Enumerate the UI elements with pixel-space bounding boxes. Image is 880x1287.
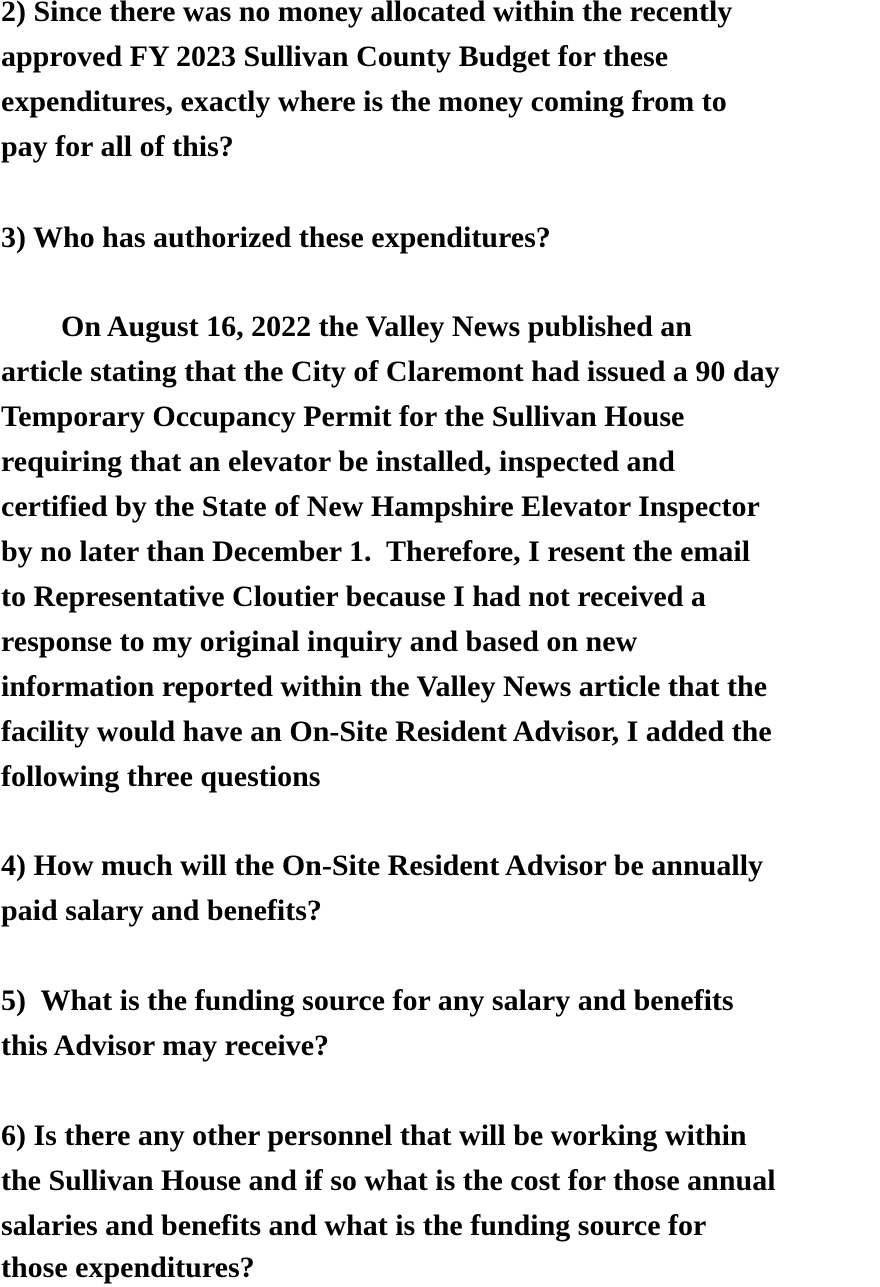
text-line: those expenditures? [1, 1251, 255, 1284]
text-line: pay for all of this? [1, 130, 234, 163]
text-line: Temporary Occupancy Permit for the Sullivan House [1, 400, 685, 433]
text-line: 6) Is there any other personnel that will be working within [1, 1119, 747, 1152]
text-line: salaries and benefits and what is the funding source for [1, 1209, 707, 1242]
text-line: by no later than December 1. Therefore, I resent the email [1, 535, 751, 568]
text-line: certified by the State of New Hampshire Elevator Inspector [1, 490, 760, 523]
text-line: article stating that the City of Claremont had issued a 90 day [1, 355, 780, 388]
text-line: approved FY 2023 Sullivan County Budget for these [1, 40, 669, 73]
text-line: paid salary and benefits? [1, 894, 322, 927]
text-line: the Sullivan House and if so what is the cost for those annual [1, 1164, 776, 1197]
text-line: expenditures, exactly where is the money coming from to [1, 85, 727, 118]
text-line: 2) Since there was no money allocated within the recently [1, 0, 733, 28]
text-line: On August 16, 2022 the Valley News published an [1, 310, 692, 343]
text-line: facility would have an On-Site Resident Advisor, I added the [1, 715, 772, 748]
text-line: 5) What is the funding source for any salary and benefits [1, 984, 734, 1017]
text-line: 4) How much will the On-Site Resident Advisor be annually [1, 849, 764, 882]
text-line: requiring that an elevator be installed, inspected and [1, 445, 675, 478]
text-line: response to my original inquiry and based on new [1, 625, 638, 658]
text-line: 3) Who has authorized these expenditures? [1, 221, 551, 254]
text-line: this Advisor may receive? [1, 1029, 330, 1062]
text-line: to Representative Cloutier because I had not received a [1, 580, 706, 613]
text-line: following three questions [1, 760, 321, 793]
text-line: information reported within the Valley News article that the [1, 670, 768, 703]
